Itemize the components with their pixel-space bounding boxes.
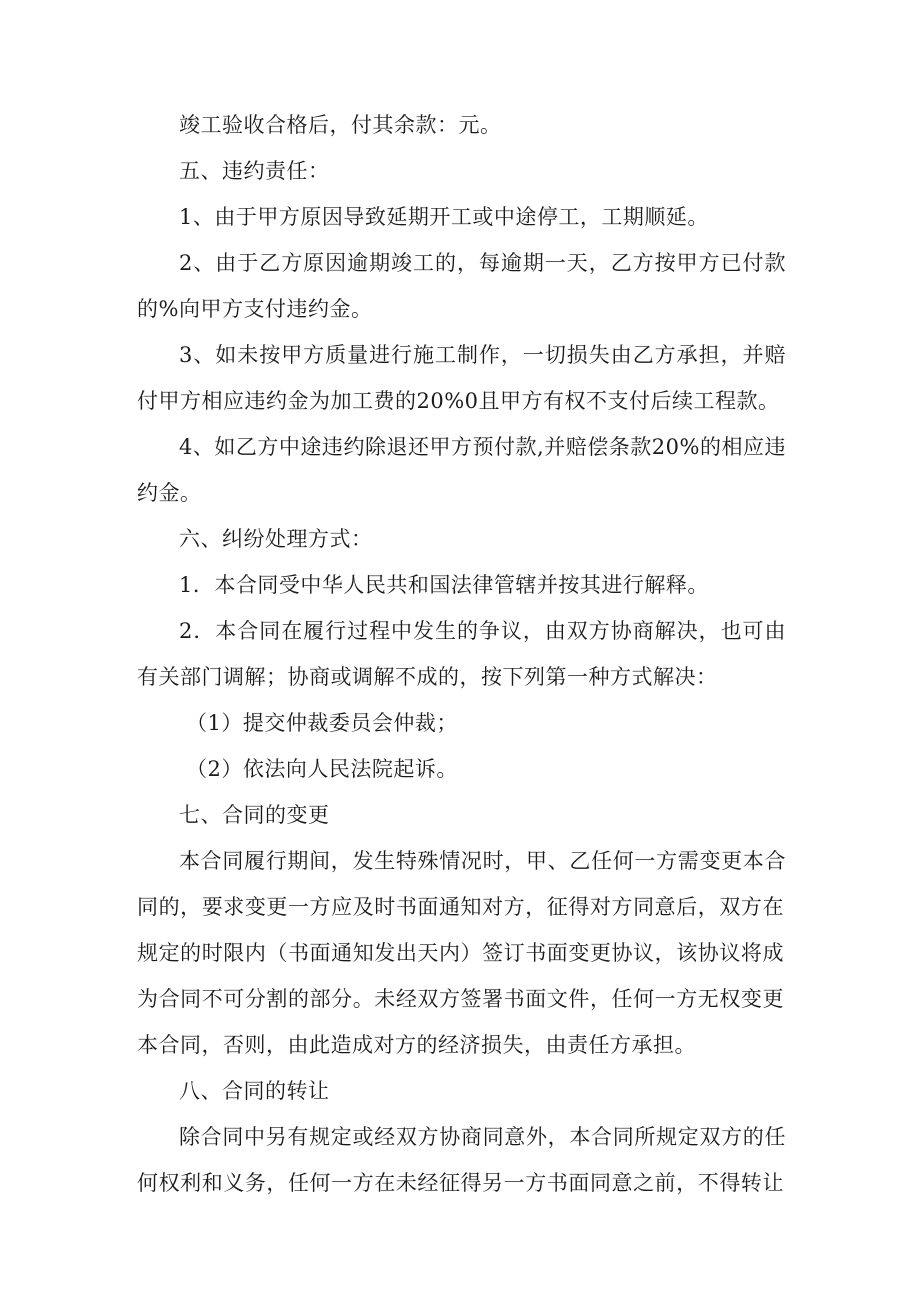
text-line: 规定的时限内（书面通知发出天内）签订书面变更协议，该协议将成 xyxy=(137,941,784,965)
text-line: 2、由于乙方原因逾期竣工的，每逾期一天，乙方按甲方已付款 xyxy=(179,251,786,275)
text-line: 何权利和义务，任何一方在未经征得另一方书面同意之前，不得转让 xyxy=(137,1171,784,1195)
section-heading-breach-liability: 五、违约责任： xyxy=(179,159,330,183)
text-line: 1．本合同受中华人民共和国法律管辖并按其进行解释。 xyxy=(179,573,709,597)
text-line: 约金。 xyxy=(137,481,202,505)
text-line: 的%向甲方支付违约金。 xyxy=(137,297,373,321)
text-line: 同的，要求变更一方应及时书面通知对方，征得对方同意后，双方在 xyxy=(137,895,784,919)
text-line: 1、由于甲方原因导致延期开工或中途停工，工期顺延。 xyxy=(179,205,709,229)
list-item-litigation: （2）依法向人民法院起诉。 xyxy=(186,757,458,781)
text-line: 本合同履行期间，发生特殊情况时，甲、乙任何一方需变更本合 xyxy=(179,849,786,873)
text-line: 4、如乙方中途违约除退还甲方预付款,并赔偿条款20%的相应违 xyxy=(179,435,786,459)
text-line: 有关部门调解；协商或调解不成的，按下列第一种方式解决： xyxy=(137,665,718,689)
text-line: 竣工验收合格后，付其余款：元。 xyxy=(179,113,502,137)
text-line: 付甲方相应违约金为加工费的20%0且甲方有权不支付后续工程款。 xyxy=(137,389,780,413)
section-heading-contract-transfer: 八、合同的转让 xyxy=(179,1079,330,1103)
list-item-arbitration: （1）提交仲裁委员会仲裁； xyxy=(186,711,458,735)
text-line: 3、如未按甲方质量进行施工制作，一切损失由乙方承担，并赔 xyxy=(179,343,786,367)
text-line: 为合同不可分割的部分。未经双方签署书面文件，任何一方无权变更 xyxy=(137,987,784,1011)
section-heading-contract-change: 七、合同的变更 xyxy=(179,803,330,827)
text-line: 2．本合同在履行过程中发生的争议，由双方协商解决，也可由 xyxy=(179,619,786,643)
text-line: 除合同中另有规定或经双方协商同意外，本合同所规定双方的任 xyxy=(179,1125,786,1149)
text-line: 本合同，否则，由此造成对方的经济损失，由责任方承担。 xyxy=(137,1033,696,1057)
section-heading-dispute-resolution: 六、纠纷处理方式： xyxy=(179,527,373,551)
